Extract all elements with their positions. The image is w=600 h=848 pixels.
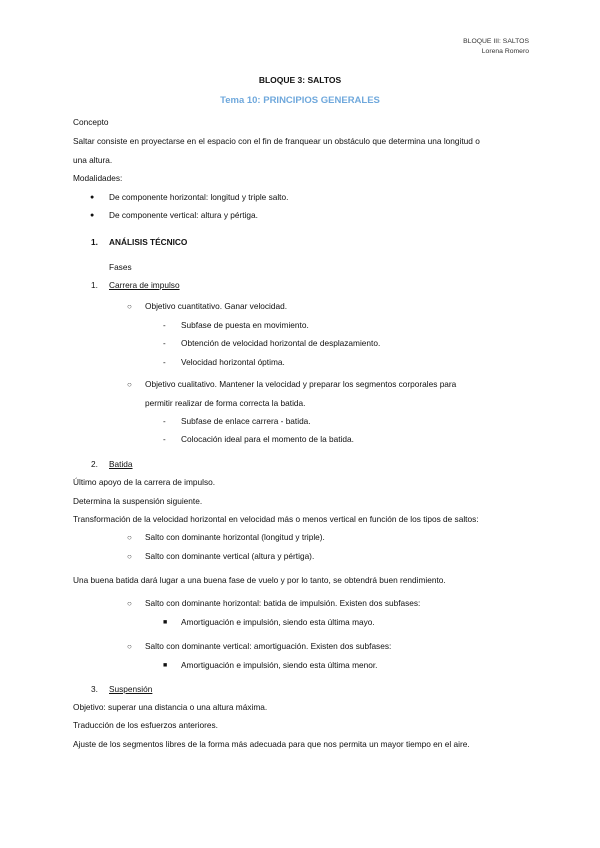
concepto-text-2: una altura.: [73, 155, 113, 165]
modalidad-item: De componente horizontal: longitud y triple salto.: [109, 192, 289, 202]
carrera-objetivo-2-line-1: Objetivo cualitativo. Mantener la velocidad y preparar los segmentos corporales para: [145, 379, 457, 389]
suspension-heading: Suspensión: [109, 684, 153, 694]
page-title: BLOQUE 3: SALTOS: [258, 75, 342, 85]
suspension-paragraph: Objetivo: superar una distancia o una altura máxima.: [73, 702, 268, 712]
section-number: 3.: [91, 684, 98, 694]
circle-bullet-icon: ○: [127, 533, 132, 542]
circle-bullet-icon: ○: [127, 380, 132, 389]
carrera-subfase: Subfase de enlace carrera - batida.: [181, 416, 311, 426]
concepto-text-1: Saltar consiste en proyectarse en el espacio con el fin de franquear un obstáculo que determina una longitud o: [73, 136, 480, 146]
batida-paragraph: Transformación de la velocidad horizontal en velocidad más o menos vertical en función de los tipos de saltos:: [73, 514, 479, 524]
suspension-paragraph: Traducción de los esfuerzos anteriores.: [73, 720, 218, 730]
dash-bullet-icon: -: [163, 435, 166, 444]
batida-paragraph: Último apoyo de la carrera de impulso.: [73, 477, 216, 487]
circle-bullet-icon: ○: [127, 552, 132, 561]
batida-paragraph: Una buena batida dará lugar a una buena fase de vuelo y por lo tanto, se obtendrá buen rendimiento.: [73, 575, 446, 585]
dash-bullet-icon: -: [163, 321, 166, 330]
bullet-icon: ●: [90, 212, 95, 219]
carrera-heading: Carrera de impulso: [109, 280, 180, 290]
carrera-subfase: Obtención de velocidad horizontal de desplazamiento.: [181, 338, 381, 348]
concepto-heading: Concepto: [73, 117, 109, 127]
fases-label: Fases: [109, 262, 132, 272]
page-subtitle: Tema 10: PRINCIPIOS GENERALES: [220, 95, 380, 106]
circle-bullet-icon: ○: [127, 642, 132, 651]
suspension-paragraph: Ajuste de los segmentos libres de la forma más adecuada para que nos permita un mayor tiempo en el aire.: [73, 739, 470, 749]
square-bullet-icon: ■: [163, 662, 168, 669]
carrera-objetivo-2-line-2: permitir realizar de forma correcta la batida.: [145, 398, 306, 408]
section-number: 1.: [91, 237, 98, 247]
batida-list-item: Salto con dominante vertical (altura y pértiga).: [145, 551, 315, 561]
batida-heading: Batida: [109, 459, 133, 469]
batida-horizontal-item: Salto con dominante horizontal: batida de impulsión. Existen dos subfases:: [145, 598, 421, 608]
carrera-subfase: Velocidad horizontal óptima.: [181, 357, 285, 367]
batida-vertical-subfase: Amortiguación e impulsión, siendo esta última menor.: [181, 660, 378, 670]
bullet-icon: ●: [90, 194, 95, 201]
batida-paragraph: Determina la suspensión siguiente.: [73, 496, 203, 506]
analisis-heading: ANÁLISIS TÉCNICO: [109, 237, 188, 247]
section-number: 1.: [91, 280, 98, 290]
header-line-1: BLOQUE III: SALTOS: [463, 38, 529, 45]
modalidad-item: De componente vertical: altura y pértiga.: [109, 210, 258, 220]
square-bullet-icon: ■: [163, 619, 168, 626]
modalidades-heading: Modalidades:: [73, 173, 123, 183]
section-number: 2.: [91, 459, 98, 469]
carrera-subfase: Colocación ideal para el momento de la batida.: [181, 434, 354, 444]
batida-vertical-item: Salto con dominante vertical: amortiguación. Existen dos subfases:: [145, 641, 392, 651]
dash-bullet-icon: -: [163, 417, 166, 426]
dash-bullet-icon: -: [163, 339, 166, 348]
circle-bullet-icon: ○: [127, 302, 132, 311]
batida-list-item: Salto con dominante horizontal (longitud y triple).: [145, 532, 325, 542]
dash-bullet-icon: -: [163, 358, 166, 367]
carrera-objetivo-1: Objetivo cuantitativo. Ganar velocidad.: [145, 301, 288, 311]
batida-horizontal-subfase: Amortiguación e impulsión, siendo esta última mayo.: [181, 617, 375, 627]
carrera-subfase: Subfase de puesta en movimiento.: [181, 320, 309, 330]
circle-bullet-icon: ○: [127, 599, 132, 608]
header-line-2: Lorena Romero: [481, 48, 529, 55]
